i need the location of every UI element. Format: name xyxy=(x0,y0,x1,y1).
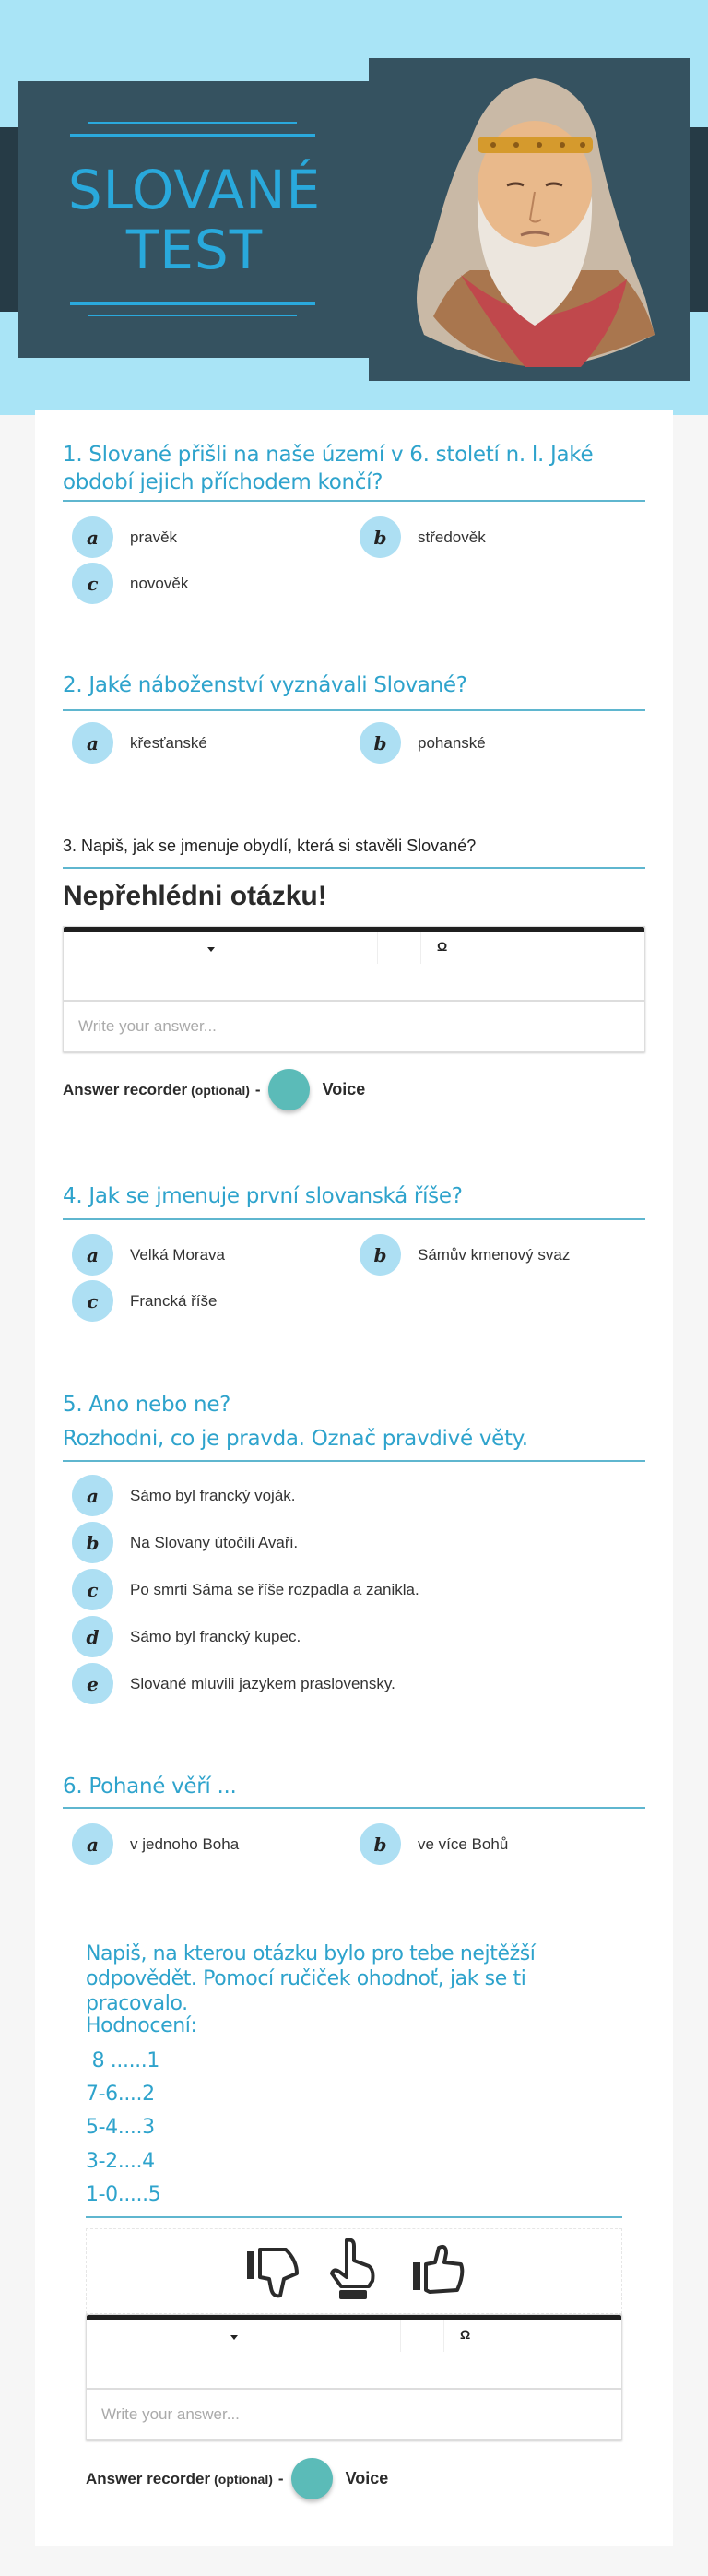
rating-scale-item: 3-2....4 xyxy=(86,2150,155,2173)
final-prompt-line2: odpovědět. Pomocí ručiček ohodnoť, jak se ti xyxy=(86,1967,526,1990)
answer-editor xyxy=(63,926,645,1052)
option-letter-badge: d xyxy=(72,1616,113,1657)
recorder-dash: - xyxy=(254,1080,261,1098)
final-rating-heading: Hodnocení: xyxy=(86,2014,197,2037)
option-letter-badge: a xyxy=(72,722,113,764)
option-a[interactable] xyxy=(72,722,207,764)
recorder-label: Answer recorder xyxy=(86,2469,211,2487)
option-a[interactable] xyxy=(72,1234,225,1276)
record-voice-button[interactable] xyxy=(291,2458,333,2499)
divider xyxy=(63,709,645,711)
recorder-voice-label: Voice xyxy=(322,1080,366,1098)
toolbar-divider xyxy=(377,932,378,964)
option-letter-badge: a xyxy=(72,516,113,558)
special-character-button[interactable]: Ω xyxy=(437,939,448,954)
option-letter-badge: a xyxy=(72,1823,113,1865)
question-5-title: 5. Ano nebo ne? xyxy=(63,1393,231,1417)
option-letter-badge: b xyxy=(360,1234,401,1276)
option-letter-badge: e xyxy=(72,1663,113,1704)
thumbs-up-icon xyxy=(411,2242,466,2299)
pointing-hand-icon xyxy=(328,2237,378,2301)
option-b[interactable] xyxy=(360,516,486,558)
question-1-title: 1. Slované přišli na naše území v 6. století n. l. Jaké období jejich příchodem končí? xyxy=(63,443,594,494)
option-text: středověk xyxy=(418,528,486,546)
decor-line xyxy=(88,122,297,124)
rating-scale-item: 5-4....3 xyxy=(86,2116,155,2139)
final-prompt-line1: Napiš, na kterou otázku bylo pro tebe nejtěžší xyxy=(86,1942,536,1965)
toolbar-divider xyxy=(420,932,421,964)
question-2-title: 2. Jaké náboženství vyznávali Slované? xyxy=(63,673,467,697)
record-voice-button[interactable] xyxy=(268,1069,310,1110)
portrait-panel xyxy=(369,58,690,381)
option-text: Sámův kmenový svaz xyxy=(418,1245,571,1264)
option-text: křesťanské xyxy=(130,733,207,752)
question-6-title: 6. Pohané věří ... xyxy=(63,1775,237,1798)
option-text: novověk xyxy=(130,574,189,592)
rating-scale-item: 1-0.....5 xyxy=(86,2183,161,2206)
option-text: v jednoho Boha xyxy=(130,1834,240,1853)
divider xyxy=(63,500,645,502)
option-letter-badge: b xyxy=(360,516,401,558)
format-dropdown-caret-icon[interactable] xyxy=(207,947,215,952)
editor-toolbar xyxy=(64,932,644,1002)
toolbar-divider xyxy=(400,2320,401,2352)
page-title-line2: TEST xyxy=(125,219,264,281)
option-text: pohanské xyxy=(418,733,486,752)
option-b[interactable] xyxy=(360,1823,508,1865)
option-text: ve více Bohů xyxy=(418,1834,509,1853)
decor-line xyxy=(70,134,315,137)
question-5-subtitle: Rozhodni, co je pravda. Označ pravdivé věty. xyxy=(63,1427,528,1451)
option-d[interactable] xyxy=(72,1616,301,1657)
divider xyxy=(63,1807,645,1809)
hand-rating-image xyxy=(86,2228,622,2314)
option-text: pravěk xyxy=(130,528,178,546)
rating-scale-item: 7-6....2 xyxy=(86,2083,155,2106)
option-b[interactable] xyxy=(72,1522,298,1563)
final-answer-recorder xyxy=(86,2458,388,2499)
option-c[interactable] xyxy=(72,1280,217,1322)
recorder-optional: (optional) xyxy=(191,1082,250,1098)
question-4-title: 4. Jak se jmenuje první slovanská říše? xyxy=(63,1184,463,1208)
option-letter-badge: a xyxy=(72,1475,113,1516)
final-prompt-line3: pracovalo. xyxy=(86,1992,188,2015)
recorder-label: Answer recorder xyxy=(63,1080,188,1098)
recorder-voice-label: Voice xyxy=(345,2469,389,2487)
divider xyxy=(63,1460,645,1462)
option-text: Na Slovany útočili Avaři. xyxy=(130,1533,299,1551)
toolbar-divider xyxy=(443,2320,444,2352)
option-a[interactable] xyxy=(72,1823,239,1865)
editor-toolbar xyxy=(87,2320,621,2390)
option-b[interactable] xyxy=(360,1234,570,1276)
option-a[interactable] xyxy=(72,516,177,558)
final-answer-editor xyxy=(86,2314,622,2440)
rating-scale-item: 8 ......1 xyxy=(86,2049,159,2072)
answer-input[interactable] xyxy=(64,1002,644,1051)
option-letter-badge: c xyxy=(72,563,113,604)
option-letter-badge: b xyxy=(72,1522,113,1563)
special-character-button[interactable]: Ω xyxy=(460,2327,471,2342)
format-dropdown-caret-icon[interactable] xyxy=(230,2335,238,2340)
option-text: Velká Morava xyxy=(130,1245,225,1264)
option-text: Francká říše xyxy=(130,1291,218,1310)
recorder-dash: - xyxy=(277,2469,284,2487)
option-e[interactable] xyxy=(72,1663,395,1704)
option-text: Slované mluvili jazykem praslovensky. xyxy=(130,1674,395,1692)
option-letter-badge: c xyxy=(72,1280,113,1322)
divider xyxy=(86,2216,622,2218)
option-b[interactable] xyxy=(360,722,486,764)
option-letter-badge: b xyxy=(360,722,401,764)
option-c[interactable] xyxy=(72,563,188,604)
question-3-heading: Nepřehlédni otázku! xyxy=(63,881,327,911)
option-letter-badge: b xyxy=(360,1823,401,1865)
decor-line xyxy=(70,302,315,305)
slavic-elder-portrait xyxy=(369,58,690,381)
decor-line xyxy=(88,315,297,316)
final-answer-input[interactable] xyxy=(87,2390,621,2439)
divider xyxy=(63,1218,645,1220)
option-text: Sámo byl francký voják. xyxy=(130,1486,296,1504)
question-3-title: 3. Napiš, jak se jmenuje obydlí, která si stavěli Slované? xyxy=(63,837,477,855)
page-title-line1: SLOVANÉ xyxy=(67,159,322,221)
recorder-optional: (optional) xyxy=(214,2471,273,2487)
option-c[interactable] xyxy=(72,1569,419,1610)
answer-recorder xyxy=(63,1069,365,1110)
option-letter-badge: c xyxy=(72,1569,113,1610)
option-text: Po smrti Sáma se říše rozpadla a zanikla. xyxy=(130,1580,419,1598)
option-text: Sámo byl francký kupec. xyxy=(130,1627,301,1645)
divider xyxy=(63,867,645,869)
option-a[interactable] xyxy=(72,1475,296,1516)
option-letter-badge: a xyxy=(72,1234,113,1276)
thumbs-down-icon xyxy=(245,2242,301,2299)
